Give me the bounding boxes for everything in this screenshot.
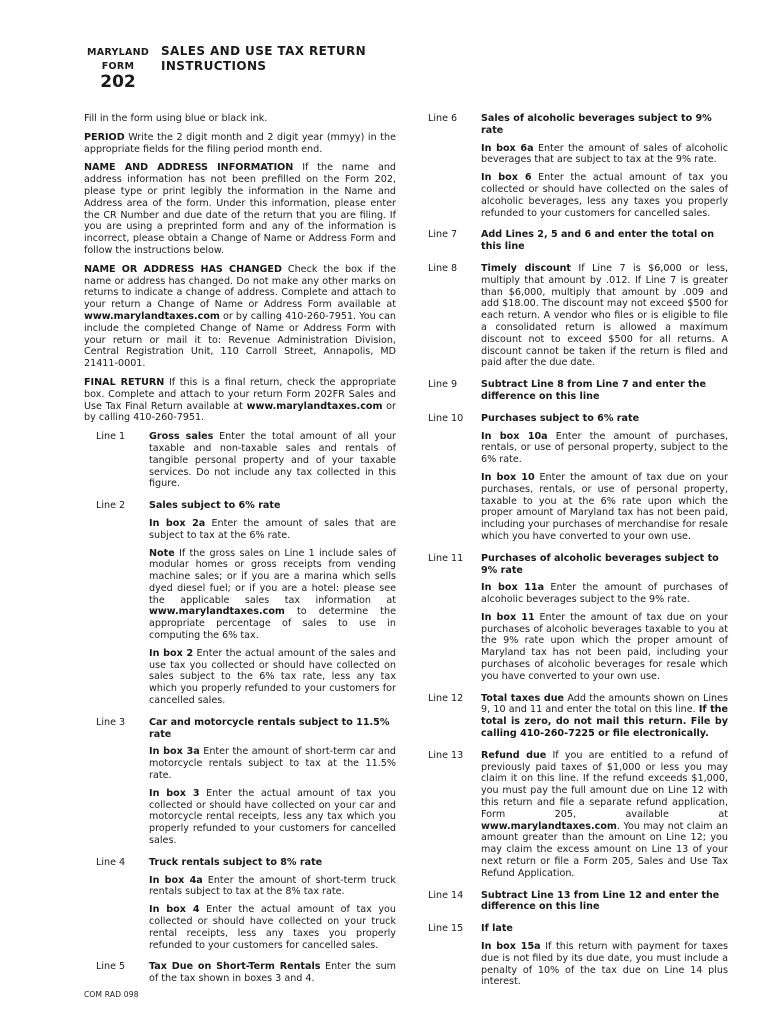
line-5-description: Enter the sum of the tax shown in boxes 3 and 4. bbox=[149, 961, 396, 985]
line-2-note bbox=[149, 548, 396, 642]
line-4-item bbox=[84, 857, 396, 958]
form-number: 202 bbox=[100, 72, 136, 92]
line-13-text-1: If you are entitled to a refund of previously paid taxes of $1,000 or less you may claim it on this line. If the refund exceeds $1,000, you must pay the full amount due on Line 12 with this return and file a separate refund application, Form 205, available at bbox=[481, 749, 728, 820]
line-1-label: Line 1 bbox=[96, 431, 126, 443]
box-11a-label: In box 11a bbox=[481, 582, 545, 594]
final-return-label: FINAL RETURN bbox=[84, 376, 165, 388]
name-address-info-text: If the name and address information has not been prefilled on the Form 202, please type or print legibly the information in the Name and Address area of the form. Under this information, please enter the CR Number and due date of the return that you are filing. If you are using a preprinted form and any of the information is incorrect, please obtain a Change of Name or Address Form and follow the instructions below. bbox=[84, 162, 396, 256]
final-return-text-2: or by calling 410-260-7951. bbox=[84, 400, 396, 424]
line-14-label: Line 14 bbox=[428, 889, 464, 901]
box-11-label: In box 11 bbox=[481, 611, 535, 623]
title-line-2: INSTRUCTIONS bbox=[161, 59, 267, 73]
note-text-2: to determine the appropriate percentage of sales to use in computing the 6% tax. bbox=[149, 606, 396, 642]
line-8-description: If Line 7 is $6,000 or less, multiply that amount by .012. If Line 7 is greater than $6,000, multiply that amount by .009 and add $18.00. The discount may not exceed $500 for each return. A vendor who files or is eligible to file a consolidated return is allowed a maximum discount not to exceed $500 for all returns. A discount cannot be taken if the return is filed and paid after the due date. bbox=[481, 262, 729, 369]
line-4-label: Line 4 bbox=[96, 856, 126, 868]
line-2-box-2a bbox=[149, 518, 396, 542]
line-7-heading: Add Lines 2, 5 and 6 and enter the total on this line bbox=[481, 229, 715, 253]
box-10-label: In box 10 bbox=[481, 471, 535, 483]
line-1-text bbox=[149, 431, 396, 490]
line-13-label: Line 13 bbox=[428, 749, 464, 761]
line-3-box-3 bbox=[149, 788, 396, 847]
line-8-label: Line 8 bbox=[428, 262, 458, 274]
line-15-label: Line 15 bbox=[428, 923, 464, 935]
line-6-box-6a bbox=[481, 143, 728, 167]
box-3-label: In box 3 bbox=[149, 787, 200, 799]
line-2-heading: Sales subject to 6% rate bbox=[149, 500, 281, 512]
left-column bbox=[84, 113, 396, 995]
line-3-item bbox=[84, 717, 396, 853]
box-11-text: Enter the amount of tax due on your purchases of alcoholic beverages taxable to you at the 9% rate upon which the proper amount of Maryland tax has not been paid, including your purchases of alcoholic beverages for resale which you have converted to your own use. bbox=[481, 611, 728, 682]
period-section bbox=[84, 132, 396, 156]
line-10-item bbox=[428, 413, 728, 549]
line-6-box-6 bbox=[481, 172, 728, 219]
box-2a-label: In box 2a bbox=[149, 517, 206, 529]
box-3a-text: Enter the amount of short-term car and motorcycle rentals subject to tax at the 11.5% rate. bbox=[149, 746, 396, 782]
line-7-item bbox=[428, 229, 728, 259]
box-3a-label: In box 3a bbox=[149, 746, 200, 758]
box-2a-text: Enter the amount of sales that are subject to tax at the 6% rate. bbox=[149, 517, 396, 541]
line-4-box-4 bbox=[149, 904, 396, 951]
line-10-box-10a bbox=[481, 431, 728, 466]
line-12-warning: If the total is zero, do not mail this return. File by calling 410-260-7225 or file electronically. bbox=[481, 704, 728, 740]
period-text: Write the 2 digit month and 2 digit year (mmyy) in the appropriate fields for the filing period month end. bbox=[84, 131, 396, 155]
line-13-item bbox=[428, 750, 728, 886]
box-10-text: Enter the amount of tax due on your purchases, rentals, or use of personal property, taxable to you at the 6% rate upon which the proper amount of Maryland tax has not been paid, including your purchases of merchandise for resale which you have converted to your own use. bbox=[481, 471, 728, 542]
box-10a-label: In box 10a bbox=[481, 430, 548, 442]
line-11-label: Line 11 bbox=[428, 552, 464, 564]
website-link[interactable]: www.marylandtaxes.com bbox=[84, 310, 220, 322]
box-2-text: Enter the actual amount of the sales and use tax you collected or should have collected on sales subject to the 6% tax rate, less any tax which you properly refunded to your customers for cancelled sales. bbox=[149, 647, 396, 707]
line-12-label: Line 12 bbox=[428, 692, 464, 704]
name-changed-text-1: Check the box if the name or address has changed. Do not make any other marks on returns to indicate a change of address. Complete and attach to your return a Change of Name or Address Form available at bbox=[84, 263, 396, 311]
line-5-item bbox=[84, 961, 396, 991]
state-name: MARYLAND bbox=[86, 47, 150, 58]
line-4-box-4a bbox=[149, 875, 396, 899]
form-word: FORM bbox=[101, 61, 135, 72]
line-8-text bbox=[481, 263, 728, 369]
period-label: PERIOD bbox=[84, 131, 125, 143]
line-5-heading: Tax Due on Short-Term Rentals bbox=[149, 961, 321, 973]
line-11-item bbox=[428, 553, 728, 689]
box-4a-label: In box 4a bbox=[149, 874, 203, 886]
box-6a-text: Enter the amount of sales of alcoholic beverages that are subject to tax at the 9% rate. bbox=[481, 142, 728, 166]
line-6-item bbox=[428, 113, 728, 225]
line-12-description: Add the amounts shown on Lines 9, 10 and 11 and enter the total on this line. bbox=[481, 692, 728, 716]
line-4-heading: Truck rentals subject to 8% rate bbox=[149, 856, 323, 868]
line-14-item bbox=[428, 890, 728, 920]
box-11a-text: Enter the amount of purchases of alcoholic beverages subject to the 9% rate. bbox=[481, 582, 728, 606]
line-13-text-2: . You may not claim an amount greater than the amount on Line 12; you may claim the excess amount on Line 13 of your next return or file a Form 205, Sales and Use Tax Refund Application. bbox=[481, 820, 728, 879]
line-15-item bbox=[428, 923, 728, 994]
line-1-heading: Gross sales bbox=[149, 431, 214, 443]
line-11-heading: Purchases of alcoholic beverages subject to 9% rate bbox=[481, 552, 719, 576]
box-15a-label: In box 15a bbox=[481, 941, 541, 953]
website-link[interactable]: www.marylandtaxes.com bbox=[246, 400, 383, 412]
note-text-1: If the gross sales on Line 1 include sales of modular homes or gross receipts from vending machine sales; or if you are a marina which sells dyed diesel fuel; or if you are a hotel: please see the applicable sales tax information at bbox=[149, 547, 396, 606]
line-14-heading: Subtract Line 13 from Line 12 and enter the difference on this line bbox=[481, 889, 720, 913]
form-code-footer: COM RAD 098 bbox=[84, 990, 139, 999]
page-title bbox=[161, 44, 366, 74]
line-1-item bbox=[84, 431, 396, 496]
line-11-box-11a bbox=[481, 582, 728, 606]
line-1-description: Enter the total amount of all your taxable and non-taxable sales and rentals of tangible personal property and of your taxable services. Do not include any tax collected in this figure. bbox=[149, 431, 396, 490]
line-6-label: Line 6 bbox=[428, 113, 458, 124]
right-column bbox=[428, 113, 728, 998]
name-changed-section bbox=[84, 264, 396, 370]
line-3-label: Line 3 bbox=[96, 716, 126, 728]
intro-text: Fill in the form using blue or black ink. bbox=[84, 113, 268, 124]
line-9-heading: Subtract Line 8 from Line 7 and enter the difference on this line bbox=[481, 379, 706, 402]
website-link[interactable]: www.marylandtaxes.com bbox=[481, 820, 617, 832]
line-3-heading: Car and motorcycle rentals subject to 11.5% rate bbox=[149, 716, 390, 740]
line-8-item bbox=[428, 263, 728, 375]
box-3-text: Enter the actual amount of tax you collected or should have collected on your car and motorcycle rental receipts, less any tax which you properly refunded to your customers for cancelled sales. bbox=[149, 787, 396, 847]
line-10-heading: Purchases subject to 6% rate bbox=[481, 412, 640, 424]
box-6-text: Enter the actual amount of tax you collected or should have collected on the sales of alcoholic beverages, less any taxes you properly refunded to your customers for cancelled sales. bbox=[481, 172, 728, 219]
final-return-text-1: If this is a final return, check the appropriate box. Complete and attach to your return Form 202FR Sales and Use Tax Final Return available at bbox=[84, 376, 396, 412]
box-2-label: In box 2 bbox=[149, 647, 194, 659]
box-6-label: In box 6 bbox=[481, 172, 532, 184]
line-7-label: Line 7 bbox=[428, 229, 458, 241]
line-12-text bbox=[481, 693, 728, 740]
line-2-item bbox=[84, 500, 396, 713]
line-10-label: Line 10 bbox=[428, 412, 464, 424]
line-15-box-15a bbox=[481, 941, 728, 988]
line-5-text bbox=[149, 961, 396, 985]
line-8-heading: Timely discount bbox=[481, 262, 571, 274]
name-address-info-label: NAME AND ADDRESS INFORMATION bbox=[84, 162, 294, 174]
line-12-heading: Total taxes due bbox=[481, 692, 565, 704]
box-4-label: In box 4 bbox=[149, 904, 200, 916]
line-2-box-2 bbox=[149, 648, 396, 707]
name-changed-label: NAME OR ADDRESS HAS CHANGED bbox=[84, 263, 282, 275]
line-3-box-3a bbox=[149, 746, 396, 781]
line-5-label: Line 5 bbox=[96, 961, 126, 973]
form-identifier bbox=[84, 44, 152, 92]
line-13-heading: Refund due bbox=[481, 749, 547, 761]
line-15-heading: If late bbox=[481, 923, 513, 935]
line-11-box-11 bbox=[481, 612, 728, 683]
line-2-label: Line 2 bbox=[96, 500, 126, 512]
line-9-item bbox=[428, 379, 728, 409]
name-address-info-section bbox=[84, 162, 396, 256]
box-10a-text: Enter the amount of purchases, rentals, or use of personal property, subject to the 6% rate. bbox=[481, 430, 728, 466]
name-changed-text-2: or by calling 410-260-7951. You can include the completed Change of Name or Address Form with your return or mail it to: Revenue Administration Division, Central Registration Unit, 110 Carroll Street, Annapolis, MD 21411-0001. bbox=[84, 310, 396, 370]
box-15a-text: If this return with payment for taxes due is not filed by its due date, you must include a penalty of 10% of the tax due on Line 14 plus interest. bbox=[481, 941, 728, 988]
line-9-label: Line 9 bbox=[428, 379, 458, 391]
final-return-section bbox=[84, 377, 396, 424]
line-12-item bbox=[428, 693, 728, 746]
line-13-text bbox=[481, 750, 728, 880]
title-line-1: SALES AND USE TAX RETURN bbox=[161, 44, 367, 58]
line-6-heading: Sales of alcoholic beverages subject to 9% rate bbox=[481, 113, 712, 136]
note-label: Note bbox=[149, 547, 175, 559]
box-6a-label: In box 6a bbox=[481, 142, 534, 154]
box-4a-text: Enter the amount of short-term truck rentals subject to tax at the 8% tax rate. bbox=[149, 874, 396, 898]
box-4-text: Enter the actual amount of tax you collected or should have collected on your truck rental receipts, less any taxes you properly refunded to your customers for cancelled sales. bbox=[149, 904, 396, 951]
website-link[interactable]: www.marylandtaxes.com bbox=[149, 606, 285, 618]
line-10-box-10 bbox=[481, 472, 728, 543]
